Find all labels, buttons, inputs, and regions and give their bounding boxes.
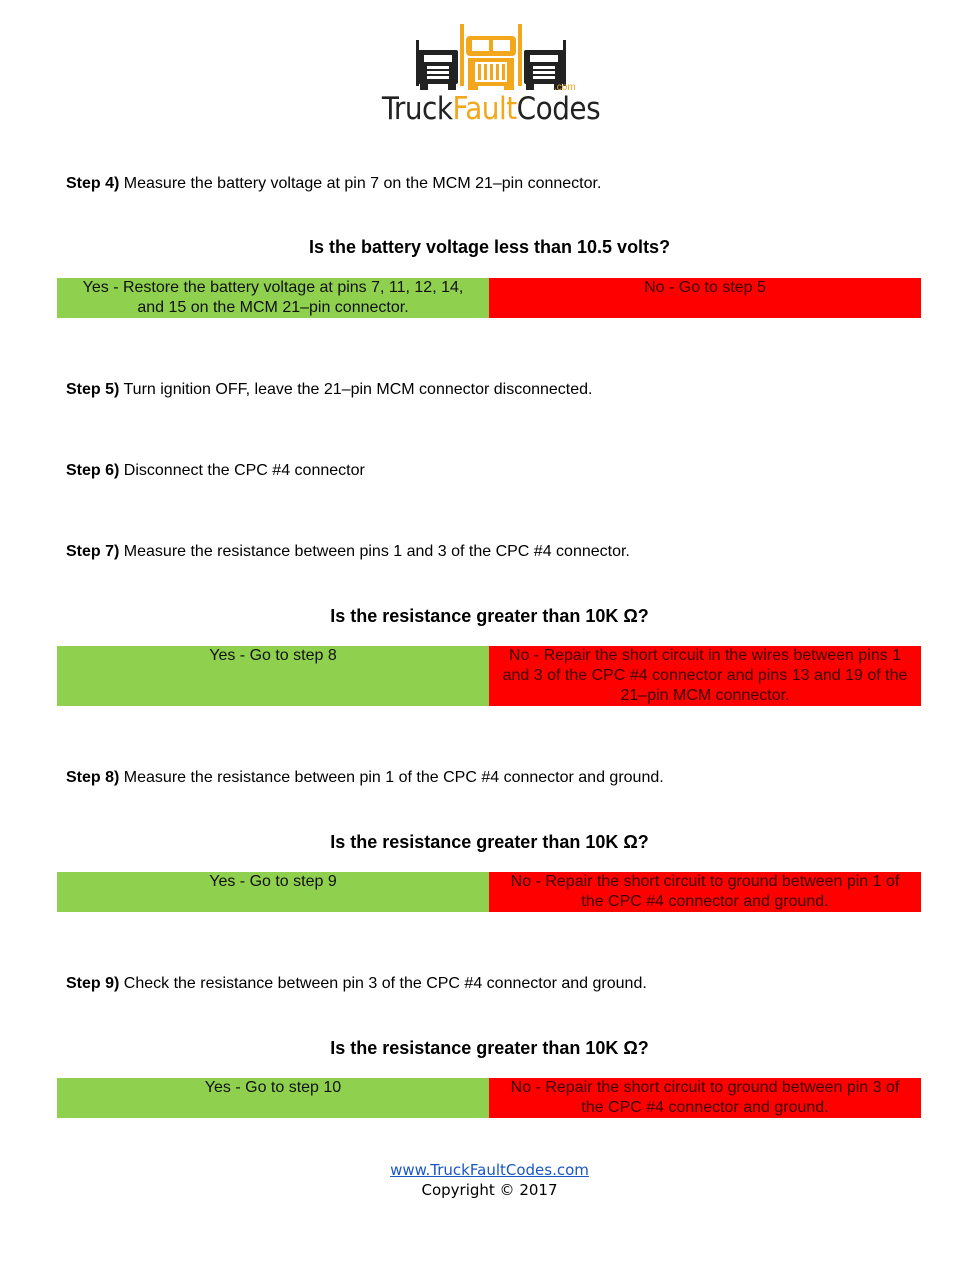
no-answer: No - Repair the short circuit to ground between pin 1 of the CPC #4 connector and ground. <box>489 872 921 912</box>
truck-logo-icon <box>378 20 604 90</box>
step-label: Step 8) <box>66 769 120 786</box>
step-6 <box>66 461 365 481</box>
question-4: Is the resistance greater than 10K Ω? <box>330 1038 649 1058</box>
yes-answer: Yes - Go to step 10 <box>57 1078 489 1118</box>
step-8 <box>66 768 664 788</box>
yes-answer: Yes - Restore the battery voltage at pins 7, 11, 12, 14, and 15 on the MCM 21–pin connector. <box>57 278 489 318</box>
step-4 <box>66 174 601 194</box>
step-text: Measure the battery voltage at pin 7 on the MCM 21–pin connector. <box>119 175 602 192</box>
step-5 <box>66 380 592 400</box>
step-9 <box>66 974 647 994</box>
answer-row-1 <box>57 278 921 318</box>
question-3: Is the resistance greater than 10K Ω? <box>330 832 649 852</box>
footer <box>0 1160 979 1200</box>
question-1: Is the battery voltage less than 10.5 volts? <box>308 237 671 257</box>
step-label: Step 5) <box>66 381 120 398</box>
yes-answer: Yes - Go to step 8 <box>57 646 489 706</box>
logo-com: .com <box>554 82 576 93</box>
no-answer: No - Repair the short circuit to ground between pin 3 of the CPC #4 connector and ground. <box>489 1078 921 1118</box>
truckfaultcodes-logo <box>378 20 604 128</box>
step-label: Step 4) <box>66 175 120 192</box>
copyright: Copyright © 2017 <box>421 1181 558 1199</box>
step-text: Turn ignition OFF, leave the 21–pin MCM connector disconnected. <box>119 381 593 398</box>
yes-answer: Yes - Go to step 9 <box>57 872 489 912</box>
answer-row-3 <box>57 872 921 912</box>
step-text: Measure the resistance between pins 1 and 3 of the CPC #4 connector. <box>119 543 630 560</box>
answer-row-4 <box>57 1078 921 1118</box>
website-link[interactable]: www.TruckFaultCodes.com <box>390 1161 589 1179</box>
step-text: Disconnect the CPC #4 connector <box>119 462 365 479</box>
logo-wordmark: TruckFaultCodes <box>381 91 601 127</box>
no-answer: No - Repair the short circuit in the wires between pins 1 and 3 of the CPC #4 connector and pins 13 and 19 of the 21–pin MCM connector. <box>489 646 921 706</box>
no-answer: No - Go to step 5 <box>489 278 921 318</box>
answer-row-2 <box>57 646 921 706</box>
step-label: Step 9) <box>66 975 120 992</box>
step-text: Check the resistance between pin 3 of the CPC #4 connector and ground. <box>119 975 647 992</box>
step-label: Step 6) <box>66 462 120 479</box>
step-label: Step 7) <box>66 543 120 560</box>
step-7 <box>66 542 630 562</box>
question-2: Is the resistance greater than 10K Ω? <box>330 606 649 626</box>
step-text: Measure the resistance between pin 1 of the CPC #4 connector and ground. <box>119 769 664 786</box>
